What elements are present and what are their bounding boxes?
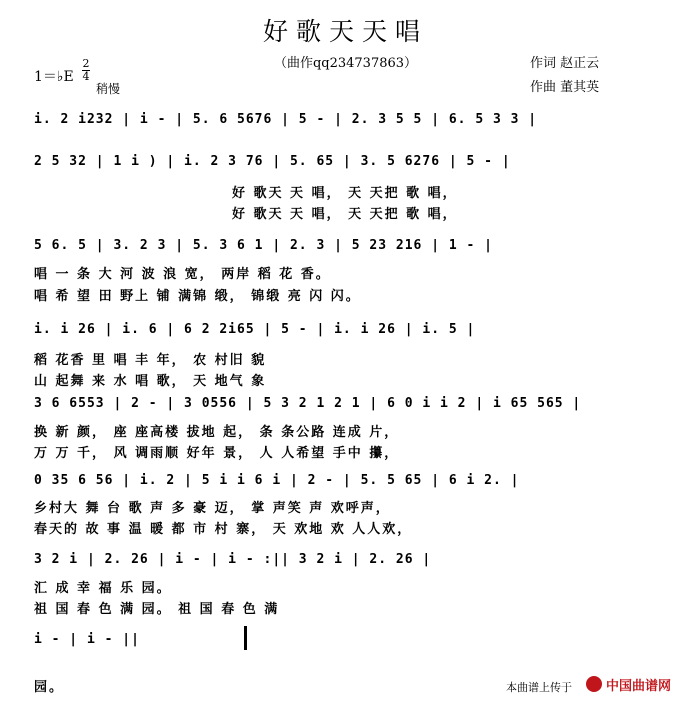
- lyric-row-8-verse-1: 园。: [34, 680, 65, 695]
- score-row-3: 5 6. 5 | 3. 2 3 | 5. 3 6 1 | 2. 3 | 5 23 216 | 1 - |: [34, 238, 493, 253]
- score-row-5: 3 6 6553 | 2 - | 3 0556 | 5 3 2 1 2 1 | 6 0 i i 2 | i 65 565 |: [34, 396, 582, 411]
- song-title: 好歌天天唱: [262, 17, 428, 46]
- composer-credit: 作曲 董其英: [530, 80, 600, 95]
- lyric-row-3-verse-1: 唱 一 条 大 河 波 浪 宽， 两岸 稻 花 香。: [34, 267, 331, 282]
- lyric-row-6-verse-1: 乡村大 舞 台 歌 声 多 豪 迈， 掌 声笑 声 欢呼声，: [34, 501, 391, 516]
- score-row-8: i - | i - ||: [34, 632, 140, 647]
- time-signature: [82, 58, 90, 83]
- score-row-4: i. i 26 | i. 6 | 6 2 2i65 | 5 - | i. i 26 | i. 5 |: [34, 322, 476, 337]
- site-logo-text: 中国曲谱网: [606, 678, 672, 693]
- lyric-row-2-verse-2: 好 歌天 天 唱， 天 天把 歌 唱，: [232, 207, 458, 222]
- meter-denominator: 4: [82, 70, 90, 83]
- lyric-row-7-verse-2: 祖 国 春 色 满 园。 祖 国 春 色 满: [34, 602, 280, 617]
- lyric-row-5-verse-2: 万 万 千， 风 调雨顺 好年 景， 人 人希望 手中 攥，: [34, 446, 400, 461]
- lyric-row-4-verse-2: 山 起舞 来 水 唱 歌， 天 地气 象: [34, 374, 267, 389]
- key-signature: 1＝♭E: [34, 69, 74, 85]
- score-row-6: 0 35 6 56 | i. 2 | 5 i i 6 i | 2 - | 5. 5 65 | 6 i 2. |: [34, 473, 520, 488]
- site-logo-icon: [586, 676, 602, 692]
- tempo-marking: 稍慢: [96, 82, 121, 96]
- meter-numerator: 2: [82, 57, 90, 70]
- upload-note: 本曲谱上传于: [506, 682, 572, 694]
- lyric-row-6-verse-2: 春天的 故 事 温 暖 都 市 村 寨， 天 欢地 欢 人人欢，: [34, 522, 413, 537]
- song-subtitle: （曲作qq234737863）: [273, 56, 418, 71]
- lyric-row-7-verse-1: 汇 成 幸 福 乐 园。: [34, 581, 172, 596]
- lyricist-credit: 作词 赵正云: [530, 56, 600, 71]
- lyric-row-5-verse-1: 换 新 颜， 座 座高楼 拔地 起， 条 条公路 连成 片，: [34, 425, 400, 440]
- lyric-row-2-verse-1: 好 歌天 天 唱， 天 天把 歌 唱，: [232, 186, 458, 201]
- lyric-row-3-verse-2: 唱 希 望 田 野上 铺 满锦 缎， 锦缎 亮 闪 闪。: [34, 289, 361, 304]
- score-row-1: i. 2 i232 | i - | 5. 6 5676 | 5 - | 2. 3 5 5 | 6. 5 3 3 |: [34, 112, 538, 127]
- final-barline: [244, 626, 247, 650]
- score-row-2: 2 5 32 | 1 i ) | i. 2 3 76 | 5. 65 | 3. 5 6276 | 5 - |: [34, 154, 511, 169]
- score-row-7: 3 2 i | 2. 26 | i - | i - :|| 3 2 i | 2. 26 |: [34, 552, 432, 567]
- lyric-row-4-verse-1: 稻 花香 里 唱 丰 年， 农 村旧 貌: [34, 353, 267, 368]
